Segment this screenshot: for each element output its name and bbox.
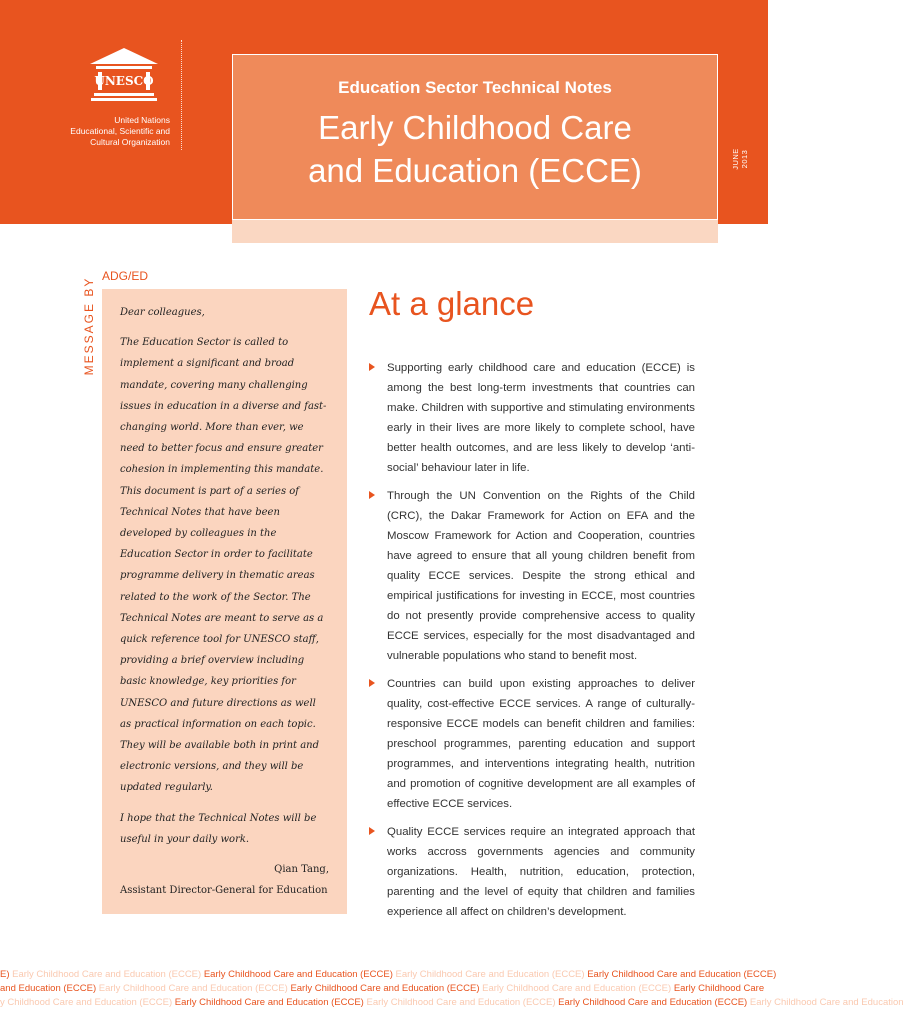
- series-subtitle: Education Sector Technical Notes: [338, 78, 612, 97]
- signature: [120, 859, 329, 901]
- list-item: Countries can build upon existing approaches to deliver quality, cost-effective ECCE services. A range of culturally-responsive ECCE models can benefit children and families: preschool programmes, parenting education and support programmes, and interventions integrating health, nutrition and promotion of cognitive development are all examples of effective ECCE services.: [369, 674, 695, 814]
- bullet-arrow-icon: [369, 827, 375, 835]
- bullet-arrow-icon: [369, 491, 375, 499]
- footer-line-3: y Childhood Care and Education (ECCE) Early Childhood Care and Education (ECCE) Early Childhood Care and Education (ECCE) Early Childhood Care and Education (ECCE) Early Childhood Care and Education: [0, 997, 904, 1008]
- unesco-logo: [88, 46, 160, 108]
- bullet-arrow-icon: [369, 363, 375, 371]
- list-item: Supporting early childhood care and education (ECCE) is among the best long-term investments that countries can make. Children with supportive and stimulating environments early in their lives are more likely to complete school, have better health outcomes, and are less likely to develop ‘anti-social’ behaviour later in life.: [369, 358, 695, 478]
- letter-body: The Education Sector is called to implement a significant and broad mandate, covering many challenging issues in education in a diverse and fast-changing world. More than ever, we need to better focus and ensure greater cohesion in implementing this mandate. This document is part of a series of Technical Notes that have been developed by colleagues in the Education Sector in order to facilitate programme delivery in thematic areas related to the work of the Sector. The Technical Notes are meant to serve as a quick reference tool for UNESCO staff, providing a brief overview including basic knowledge, key priorities for UNESCO and future directions as well as practical information on each topic. They will be available both in print and electronic versions, and they will be updated regularly.: [120, 337, 327, 794]
- bullet-arrow-icon: [369, 679, 375, 687]
- document-title: Early Childhood Care and Education (ECCE): [308, 109, 642, 189]
- list-item: Quality ECCE services require an integrated approach that works accross governments agencies and community organizations. Health, nutrition, education, protection, parenting and the level of equity that children and families experience all affect on children’s development.: [369, 822, 695, 922]
- letter-closing: I hope that the Technical Notes will be useful in your daily work.: [120, 812, 317, 845]
- footer-pattern: [0, 968, 904, 1024]
- at-a-glance-list: [369, 358, 695, 930]
- title-box: [232, 54, 718, 220]
- footer-line-1: E) Early Childhood Care and Education (ECCE) Early Childhood Care and Education (ECCE) Early Childhood Care and Education (ECCE) Early Childhood Care and Education (ECCE): [0, 969, 777, 980]
- publication-date: JUNE 2013: [731, 148, 749, 170]
- footer-line-2: and Education (ECCE) Early Childhood Care and Education (ECCE) Early Childhood Care and Education (ECCE) Early Childhood Care and Education (ECCE) Early Childhood Care: [0, 983, 765, 994]
- message-letter: [102, 289, 347, 914]
- message-by-label: MESSAGE BY: [82, 276, 96, 376]
- salutation: Dear colleagues,: [120, 307, 205, 318]
- list-item: Through the UN Convention on the Rights of the Child (CRC), the Dakar Framework for Action on EFA and the Moscow Framework for Action and Cooperation, countries have agreed to ensure that all young children benefit from quality ECCE services. Despite the strong ethical and empirical justifications for investing in ECCE, most countries do not presently provide comprehensive access to quality ECCE services, especially for the most disadvantaged and vulnerable populations who stand to benefit most.: [369, 486, 695, 666]
- header-divider: [181, 40, 182, 150]
- signatory-name: Qian Tang,: [274, 864, 329, 876]
- at-a-glance-heading: At a glance: [369, 285, 535, 322]
- svg-text:UNESCO: UNESCO: [94, 74, 154, 88]
- signatory-title: Assistant Director-General for Education: [120, 885, 328, 897]
- org-name: United Nations Educational, Scientific and Cultural Organization: [70, 115, 170, 147]
- author-tag: ADG/ED: [102, 269, 149, 283]
